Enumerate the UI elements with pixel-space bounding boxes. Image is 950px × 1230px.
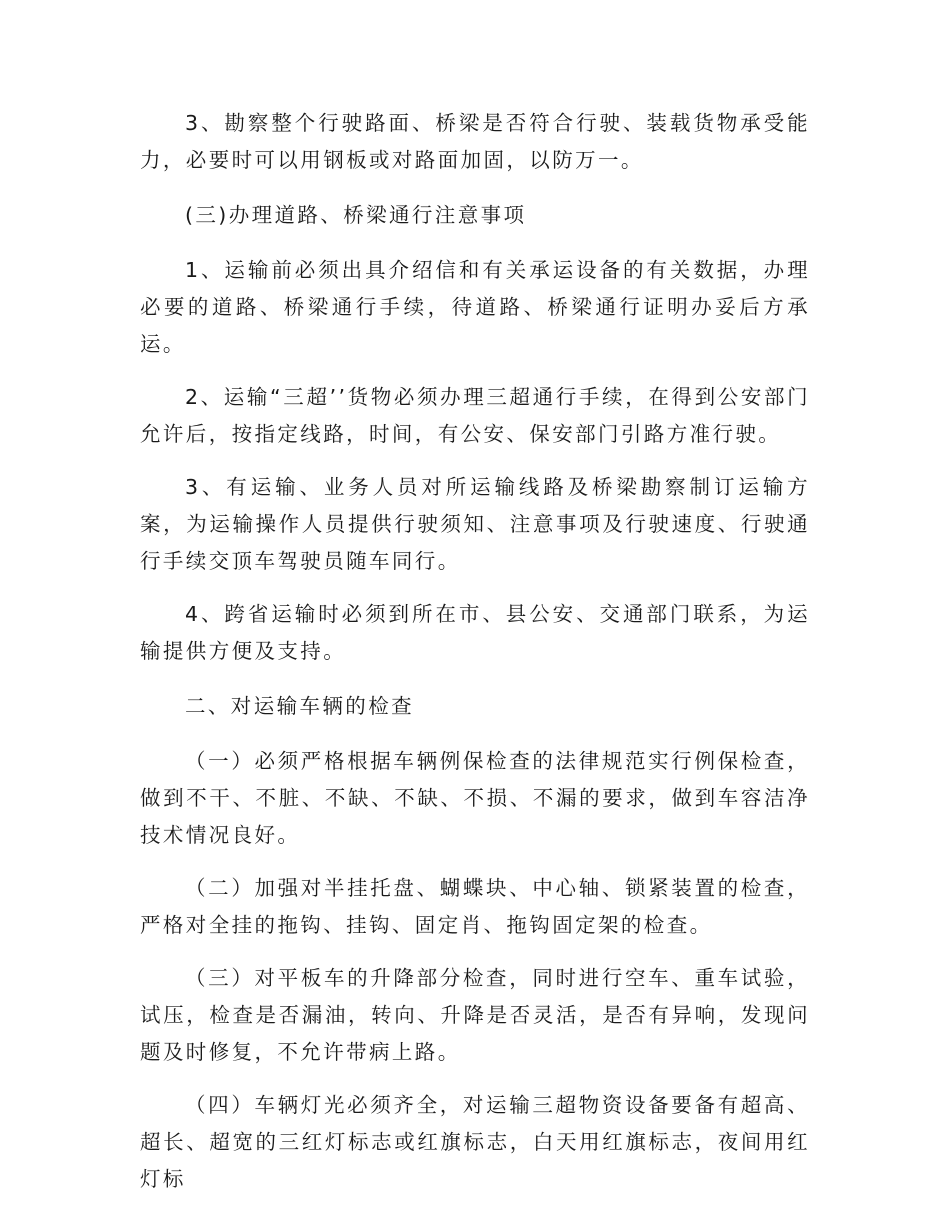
paragraph-check-2: （二）加强对半挂托盘、蝴蝶块、中心轴、锁紧装置的检查，严格对全挂的拖钩、挂钩、固定肖、拖钩固定架的检查。 — [140, 876, 810, 937]
paragraph-permit-2: 2、运输“三超’’货物必须办理三超通行手续，在得到公安部门允许后，按指定线路，时间，有公安、保安部门引路方准行驶。 — [140, 385, 810, 446]
paragraph-permit-4: 4、跨省运输时必须到所在市、县公安、交通部门联系，为运输提供方便及支持。 — [140, 602, 810, 663]
paragraph-check-3: （三）对平板车的升降部分检查，同时进行空车、重车试验，试压，检查是否漏油，转向、升降是否灵活，是否有异响，发现问题及时修复，不允许带病上路。 — [140, 966, 810, 1064]
paragraph-permit-3: 3、有运输、业务人员对所运输线路及桥梁勘察制订运输方案，为运输操作人员提供行驶须知、注意事项及行驶速度、行驶通行手续交顶车驾驶员随车同行。 — [140, 475, 810, 573]
paragraph-check-4: （四）车辆灯光必须齐全，对运输三超物资设备要备有超高、超长、超宽的三红灯标志或红旗标志，白天用红旗标志，夜间用红灯标 — [140, 1093, 810, 1191]
paragraph-inspect-road: 3、勘察整个行驶路面、桥梁是否符合行驶、装载货物承受能力，必要时可以用钢板或对路面加固，以防万一。 — [140, 111, 810, 172]
paragraph-permit-1: 1、运输前必须出具介绍信和有关承运设备的有关数据，办理必要的道路、桥梁通行手续，待道路、桥梁通行证明办妥后方承运。 — [140, 258, 810, 356]
document-body — [140, 105, 810, 1198]
section-heading-permits: (三)办理道路、桥梁通行注意事项 — [185, 203, 527, 227]
section-heading-vehicle-check: 二、对运输车辆的检查 — [185, 694, 414, 718]
paragraph-check-1: （一）必须严格根据车辆例保检查的法律规范实行例保检查，做到不干、不脏、不缺、不缺、不损、不漏的要求，做到车容洁净技术情况良好。 — [140, 749, 810, 847]
